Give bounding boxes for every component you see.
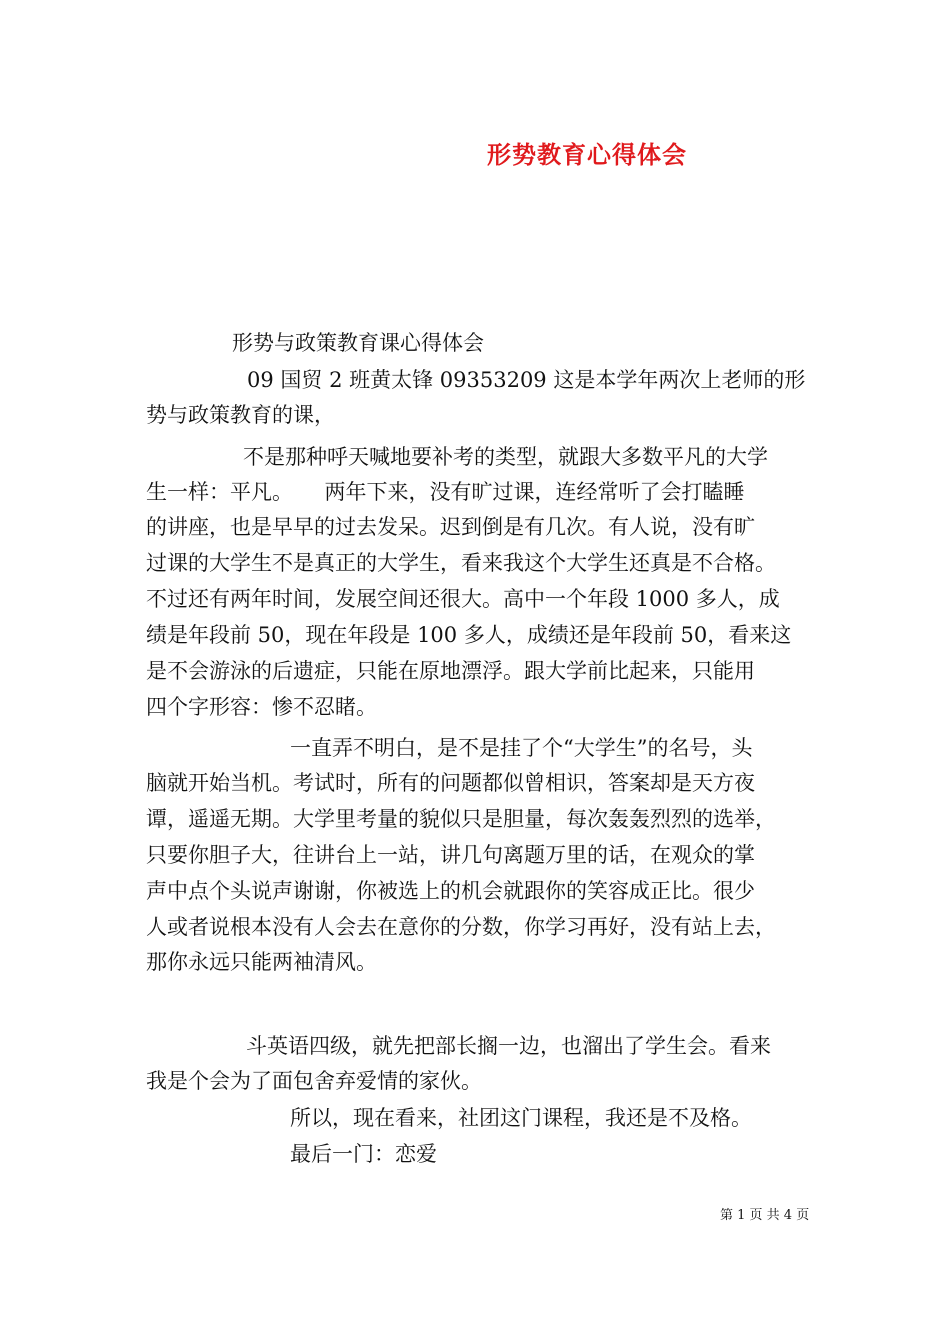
text-line: 不是那种呼天喊地要补考的类型，就跟大多数平凡的大学 [243, 445, 768, 469]
text-line: 所以，现在看来，社团这门课程，我还是不及格。 [290, 1106, 752, 1130]
text-line: 绩是年段前 50，现在年段是 100 多人，成绩还是年段前 50，看来这 [146, 623, 792, 647]
text-line: 最后一门：恋爱 [290, 1142, 437, 1166]
text-line: 声中点个头说声谢谢，你被选上的机会就跟你的笑容成正比。很少 [146, 879, 755, 903]
text-line: 势与政策教育的课， [146, 403, 335, 427]
text-line: 不过还有两年时间，发展空间还很大。高中一个年段 1000 多人，成 [146, 587, 780, 611]
text-line: 一直弄不明白，是不是挂了个“大学生”的名号，头 [290, 736, 753, 760]
text-line: 谭，遥遥无期。大学里考量的貌似只是胆量，每次轰轰烈烈的选举， [146, 807, 776, 831]
text-line: 过课的大学生不是真正的大学生，看来我这个大学生还真是不合格。 [146, 551, 776, 575]
text-line: 四个字形容：惨不忍睹。 [146, 695, 377, 719]
text-line: 那你永远只能两袖清风。 [146, 950, 377, 974]
text-line: 只要你胆子大，往讲台上一站，讲几句离题万里的话，在观众的掌 [146, 843, 755, 867]
text-line: 斗英语四级，就先把部长搁一边，也溜出了学生会。看来 [246, 1034, 771, 1058]
text-line: 的讲座，也是早早的过去发呆。迟到倒是有几次。有人说，没有旷 [146, 515, 755, 539]
text-line: 人或者说根本没有人会去在意你的分数，你学习再好，没有站上去， [146, 915, 776, 939]
text-line: 09 国贸 2 班黄太锋 09353209 这是本学年两次上老师的形 [247, 368, 806, 392]
page-number-footer: 第 1 页 共 4 页 [720, 1208, 810, 1223]
text-line: 是不会游泳的后遗症，只能在原地漂浮。跟大学前比起来，只能用 [146, 659, 755, 683]
subtitle-line: 形势与政策教育课心得体会 [232, 331, 484, 355]
text-line: 生一样：平凡。 两年下来，没有旷过课，连经常听了会打瞌睡 [146, 480, 745, 504]
text-line: 脑就开始当机。考试时，所有的问题都似曾相识，答案却是天方夜 [146, 771, 755, 795]
text-line: 我是个会为了面包舍弃爱情的家伙。 [146, 1069, 482, 1093]
document-title: 形势教育心得体会 [487, 140, 687, 169]
